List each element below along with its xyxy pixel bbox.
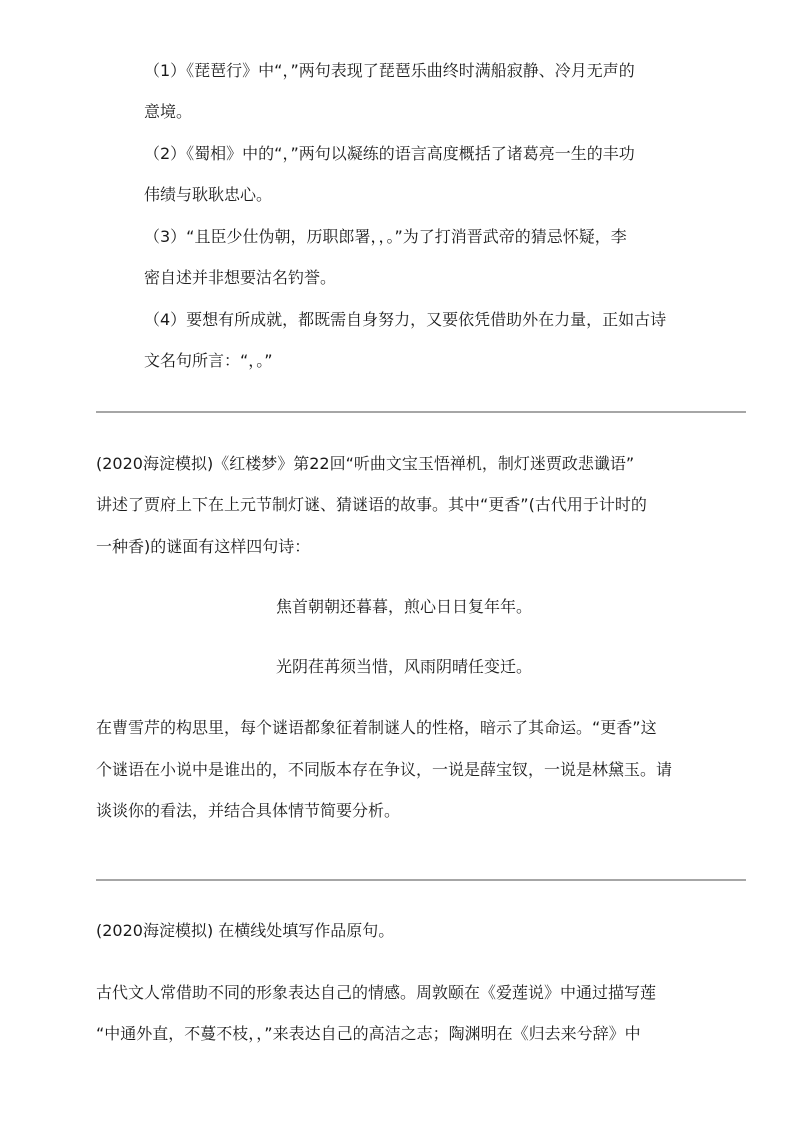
section3-body-line-1: 古代文人常借助不同的形象表达自己的情感。周敦颐在《爱莲说》中通过描写莲: [96, 983, 657, 1002]
poem-line-2: 光阴荏苒须当惜，风雨阴晴任变迁。: [276, 657, 533, 676]
section3-intro: (2020海淀模拟) 在横线处填写作品原句。: [96, 921, 395, 940]
section2-intro-line-2: 讲述了贾府上下在上元节制灯谜、猜谜语的故事。其中“更香”(古代用于计时的: [96, 495, 647, 514]
section2-body-line-3: 谈谈你的看法，并结合具体情节简要分析。: [96, 801, 401, 820]
poem-line-1: 焦首朝朝还暮暮，煎心日日复年年。: [276, 597, 533, 616]
section3-body-line-2: “中通外直，不蔓不枝，，”来表达自己的高洁之志；陶渊明在《归去来兮辞》中: [96, 1024, 641, 1043]
question-1-line-2: 意境。: [144, 102, 193, 121]
question-2-line-2: 伟绩与耿耿忠心。: [144, 185, 273, 204]
section-divider: [96, 411, 746, 413]
question-2-line-1: （2）《蜀相》中的“，”两句以凝练的语言高度概括了诸葛亮一生的丰功: [144, 144, 635, 163]
question-3-line-1: （3）“且臣少仕伪朝，历职郎署，，。”为了打消晋武帝的猜忌怀疑，李: [144, 227, 627, 246]
section2-body-line-2: 个谜语在小说中是谁出的，不同版本存在争议，一说是薛宝钗，一说是林黛玉。请: [96, 760, 673, 779]
question-1-line-1: （1）《琵琶行》中“，”两句表现了琵琶乐曲终时满船寂静、冷月无声的: [144, 61, 635, 80]
question-4-line-1: （4）要想有所成就，都既需自身努力，又要依凭借助外在力量，正如古诗: [144, 310, 667, 329]
section-divider: [96, 879, 746, 881]
question-3-line-2: 密自述并非想要沽名钓誉。: [144, 268, 337, 287]
section2-intro-line-1: (2020海淀模拟)《红楼梦》第22回“听曲文宝玉悟禅机，制灯迷贾政悲谶语”: [96, 454, 635, 473]
section2-intro-line-3: 一种香)的谜面有这样四句诗：: [96, 537, 311, 556]
section2-body-line-1: 在曹雪芹的构思里，每个谜语都象征着制谜人的性格，暗示了其命运。“更香”这: [96, 718, 657, 737]
question-4-line-2: 文名句所言：“，。”: [144, 351, 273, 370]
